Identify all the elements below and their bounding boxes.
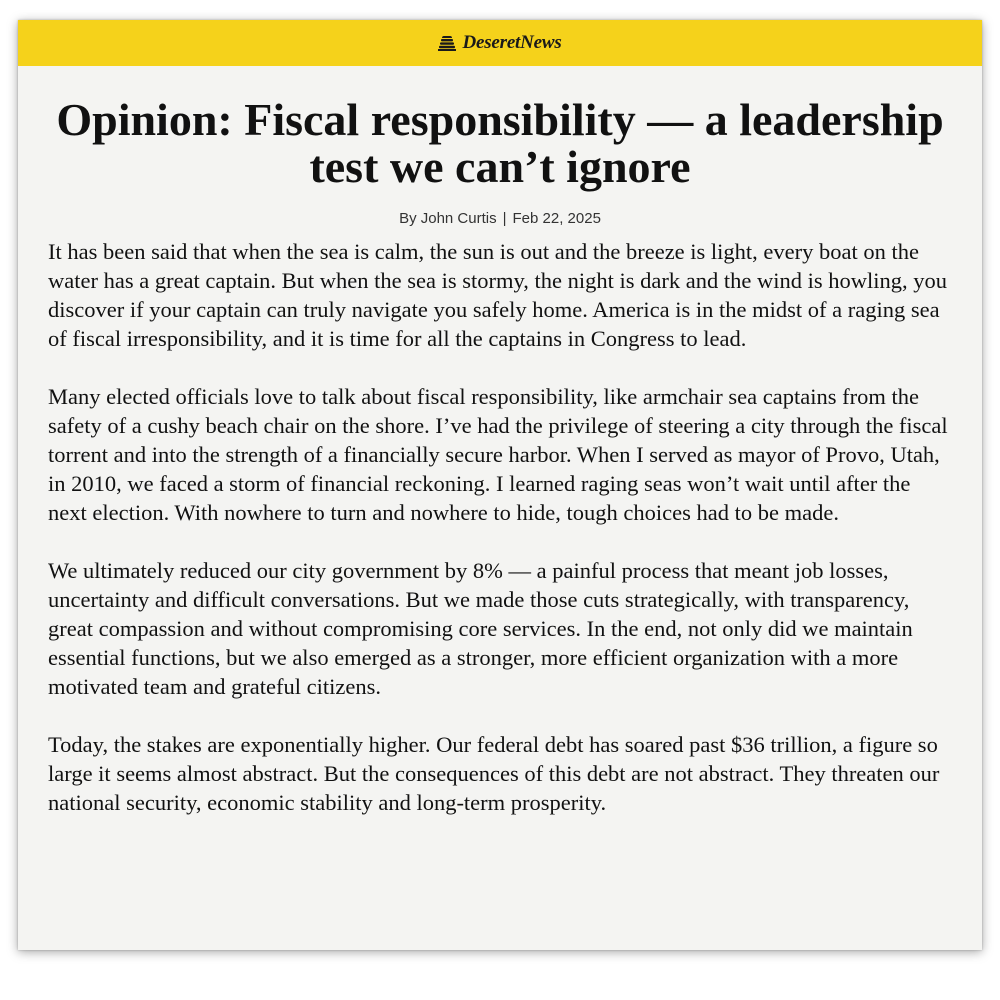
byline-separator: | (502, 210, 507, 227)
paragraph: It has been said that when the sea is calm, the sun is out and the breeze is light, every boat on the water has a great captain. But when the sea is stormy, the night is dark and the wind is howling, you discover if your captain can truly navigate you safely home. America is in the midst of a raging sea of fiscal irresponsibility, and it is time for all the captains in Congress to lead. (48, 239, 947, 351)
paragraph: Many elected officials love to talk about fiscal responsibility, like armchair sea captains from the safety of a cushy beach chair on the shore. I’ve had the privilege of steering a city through the fiscal torrent and into the strength of a financially secure harbor. When I served as mayor of Provo, Utah, in 2010, we faced a storm of financial reckoning. I learned raging seas won’t wait until after the next election. With nowhere to turn and nowhere to hide, tough choices had to be made. (48, 384, 948, 525)
article-card (18, 20, 982, 950)
headline: Opinion: Fiscal responsibility — a leadership test we can’t ignore (56, 94, 944, 192)
brand-name: DeseretNews (462, 32, 562, 53)
brand-logo[interactable] (438, 32, 561, 54)
author[interactable]: By John Curtis (399, 210, 497, 227)
beehive-icon (438, 35, 456, 51)
byline (18, 210, 982, 227)
paragraph: Today, the stakes are exponentially higher. Our federal debt has soared past $36 trillion, a figure so large it seems almost abstract. But the consequences of this debt are not abstract. They threaten our national security, economic stability and long-term prosperity. (48, 732, 940, 815)
masthead (18, 20, 982, 66)
paragraph: We ultimately reduced our city government by 8% — a painful process that meant job losses, uncertainty and difficult conversations. But we made those cuts strategically, with transparency, great compassion and without compromising core services. In the end, not only did we maintain essential functions, but we also emerged as a stronger, more efficient organization with a more motivated team and grateful citizens. (48, 558, 913, 699)
article-body (48, 237, 952, 817)
publish-date: Feb 22, 2025 (512, 210, 601, 227)
